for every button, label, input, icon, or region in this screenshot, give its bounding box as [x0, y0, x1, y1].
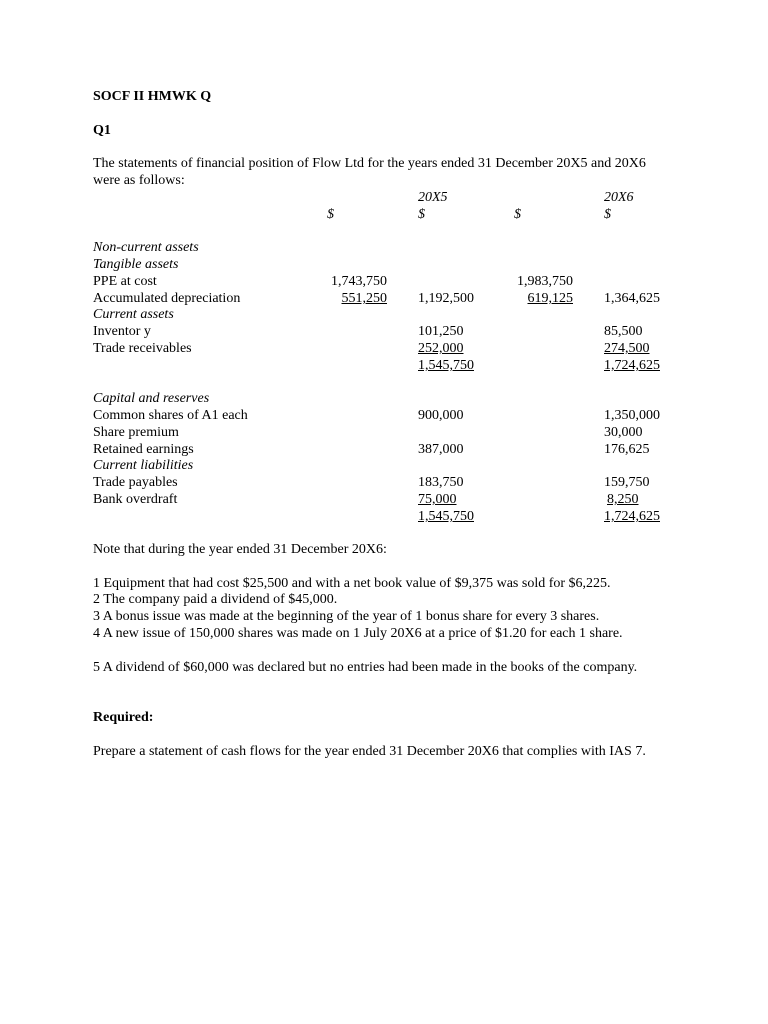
ppe-20x6: 1,983,750 [517, 274, 573, 289]
inventory-20x5: 101,250 [418, 324, 464, 339]
total-equity-liabilities-20x6: 1,724,625 [604, 509, 660, 524]
total-equity-liabilities-20x5: 1,545,750 [418, 509, 474, 524]
retained-earnings-20x6: 176,625 [604, 442, 650, 457]
retained-earnings-label: Retained earnings [93, 442, 194, 457]
common-shares-label: Common shares of A1 each [93, 408, 248, 423]
total-assets-20x6: 1,724,625 [604, 358, 660, 373]
inventory-20x6: 85,500 [604, 324, 643, 339]
currency-col1: $ [327, 207, 334, 222]
non-current-assets-heading: Non-current assets [93, 240, 199, 255]
currency-col2: $ [418, 207, 425, 222]
bank-overdraft-20x6: 8,250 [607, 492, 639, 507]
note-item: 4 A new issue of 150,000 shares was made on 1 July 20X6 at a price of $1.20 for each 1 share. [93, 626, 623, 641]
document-title: SOCF II HMWK Q [93, 89, 212, 104]
required-heading: Required: [93, 710, 154, 725]
year-header-20x6: 20X6 [604, 190, 634, 205]
bank-overdraft-20x5: 75,000 [418, 492, 457, 507]
intro-paragraph: The statements of financial position of Flow Ltd for the years ended 31 December 20X5 and 20X6 were as follows: [93, 156, 646, 188]
common-shares-20x6: 1,350,000 [604, 408, 660, 423]
receivables-20x5: 252,000 [418, 341, 464, 356]
currency-col3: $ [514, 207, 521, 222]
question-heading: Q1 [93, 123, 111, 138]
trade-payables-20x5: 183,750 [418, 475, 464, 490]
common-shares-20x5: 900,000 [418, 408, 464, 423]
share-premium-label: Share premium [93, 425, 179, 440]
acc-dep-20x5: 551,250 [341, 291, 387, 306]
note-item: 3 A bonus issue was made at the beginning of the year of 1 bonus share for every 3 shares. [93, 609, 600, 624]
currency-col4: $ [604, 207, 611, 222]
acc-dep-label: Accumulated depreciation [93, 291, 241, 306]
trade-payables-20x6: 159,750 [604, 475, 650, 490]
note-item: 2 The company paid a dividend of $45,000. [93, 592, 338, 607]
ppe-label: PPE at cost [93, 274, 157, 289]
share-premium-20x6: 30,000 [604, 425, 643, 440]
total-assets-20x5: 1,545,750 [418, 358, 474, 373]
note-item: 1 Equipment that had cost $25,500 and with a net book value of $9,375 was sold for $6,225. [93, 576, 611, 591]
current-assets-heading: Current assets [93, 307, 174, 322]
capital-reserves-heading: Capital and reserves [93, 391, 210, 406]
retained-earnings-20x5: 387,000 [418, 442, 464, 457]
receivables-20x6: 274,500 [604, 341, 650, 356]
receivables-label: Trade receivables [93, 341, 192, 356]
trade-payables-label: Trade payables [93, 475, 178, 490]
current-liabilities-heading: Current liabilities [93, 458, 194, 473]
required-text: Prepare a statement of cash flows for the year ended 31 December 20X6 that complies with IAS 7. [93, 744, 646, 759]
tangible-assets-heading: Tangible assets [93, 257, 179, 272]
note-item: 5 A dividend of $60,000 was declared but no entries had been made in the books of the company. [93, 660, 638, 675]
year-header-20x5: 20X5 [418, 190, 448, 205]
inventory-label: Inventor y [93, 324, 151, 339]
nbv-20x5: 1,192,500 [418, 291, 474, 306]
bank-overdraft-label: Bank overdraft [93, 492, 178, 507]
nbv-20x6: 1,364,625 [604, 291, 660, 306]
ppe-20x5: 1,743,750 [331, 274, 387, 289]
notes-intro: Note that during the year ended 31 December 20X6: [93, 542, 387, 557]
acc-dep-20x6: 619,125 [527, 291, 573, 306]
